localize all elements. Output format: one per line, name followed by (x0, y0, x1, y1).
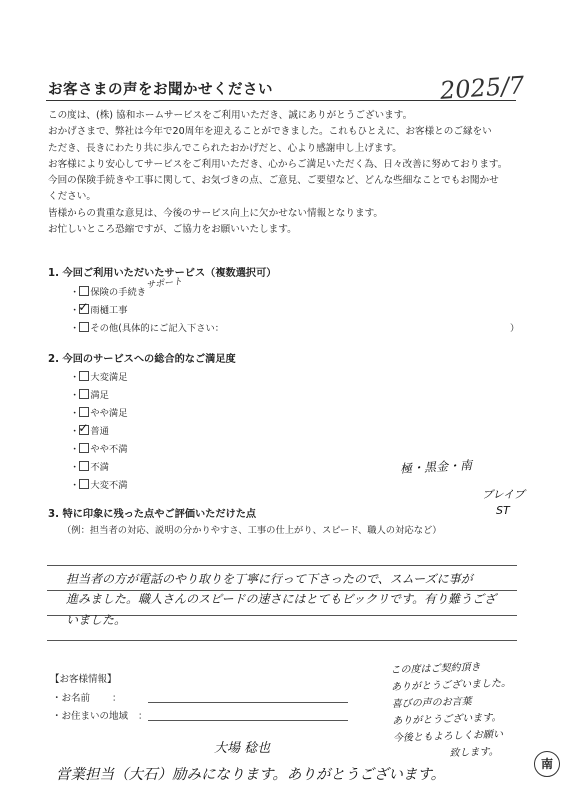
checkbox[interactable] (79, 461, 89, 471)
handwritten-side-note: 極・黒金・南 (399, 458, 473, 476)
q1-option-insurance[interactable]: ・ 保険の手続き (70, 287, 147, 298)
handwritten-date: 2025/7 (439, 71, 526, 105)
option-label: 保険の手続き (90, 287, 147, 298)
staff-reply-line: ありがとうございました。 (390, 677, 512, 694)
option-label: やや満足 (90, 408, 128, 419)
staff-name: 大場 稔也 (214, 741, 271, 756)
checkbox[interactable] (79, 479, 89, 489)
checkbox[interactable] (79, 322, 89, 332)
checkbox[interactable] (79, 389, 89, 399)
option-label: 大変不満 (90, 480, 128, 491)
q2-option[interactable]: ・ 満足 (70, 390, 109, 401)
q1-label: 今回ご利用いただいたサービス（複数選択可） (62, 268, 277, 279)
area-label: ・お住まいの地域 (52, 711, 129, 722)
option-label: 普通 (90, 426, 109, 437)
q3-hint: （例：担当者の対応、説明の分かりやすさ、工事の仕上がり、スピード、職人の対応など） (62, 525, 442, 536)
page-title: お客さまの声をお聞かせください (48, 82, 273, 98)
q3-heading (48, 505, 256, 520)
staff-reply-line: 喜びの声のお言葉 (391, 696, 472, 711)
intro-line: 今回の保険手続きや工事に関して、お気づきの点、ご意見、ご要望など、どんな些細なことでもお聞かせ (48, 175, 499, 187)
handwritten-side-note: ブレイブ (482, 488, 525, 501)
customer-info-heading: 【お客様情報】 (50, 674, 117, 685)
checkbox[interactable] (79, 443, 89, 453)
handwritten-side-note: ST (496, 504, 510, 517)
area-field[interactable] (148, 720, 348, 721)
check-mark-icon: ✓ (78, 300, 89, 314)
handwritten-answer: 担当者の方が電話のやり取りを丁寧に行って下さったので、スムーズに事が (66, 572, 473, 586)
staff-reply-line: ありがとうございます。 (392, 712, 502, 728)
q3-label: 特に印象に残った点やご評価いただけた点 (62, 509, 257, 520)
option-label: やや不満 (90, 444, 128, 455)
intro-line: お客様により安心してサービスをご利用いただき、心からご満足いただく為、日々改善に努めております。 (48, 158, 508, 170)
handwritten-answer: 進みました。職人さんのスピードの速さにはとてもビックリです。有り難うござ (66, 592, 497, 606)
q2-option[interactable]: ・ 不満 (70, 462, 109, 473)
q3-number: 3. (48, 509, 59, 520)
option-label: 不満 (90, 462, 109, 473)
intro-line: ただき、長きにわたり共に歩んでこられたおかげだと、心より感謝申し上げます。 (48, 142, 402, 154)
checkbox[interactable] (79, 407, 89, 417)
q1-other-close: ） (510, 323, 520, 334)
intro-line: おかげさまで、弊社は今年で20周年を迎えることができました。これもひとえに、お客様とのご縁をい (48, 126, 492, 138)
staff-reply (390, 658, 513, 764)
q1-number: 1. (48, 268, 59, 279)
handwritten-answer: いました。 (66, 613, 127, 627)
staff-reply-line: この度はご契約頂き (390, 661, 481, 677)
q2-option[interactable]: ・ 大変不満 (70, 480, 128, 491)
staff-reply-line: 今後ともよろしくお願い (392, 729, 504, 745)
intro-line: お忙しいところ恐縮ですが、ご協力をお願いいたします。 (48, 224, 297, 236)
intro-text (48, 108, 528, 238)
hanko-stamp: 南 (534, 751, 560, 777)
q2-heading (48, 350, 236, 365)
check-mark-icon: ✓ (78, 421, 89, 435)
q2-option[interactable]: ・ 大変満足 (70, 372, 128, 383)
staff-reply-line: 致します。 (449, 746, 499, 760)
answer-rule (47, 565, 517, 566)
q2-option-checked[interactable]: ・ ✓ 普通 (70, 421, 109, 437)
handwritten-annotation: サポート (145, 277, 183, 291)
footer-message: 営業担当（大石）励みになります。ありがとうございます。 (56, 767, 446, 783)
area-colon: ： (138, 711, 148, 722)
checkbox[interactable] (79, 371, 89, 381)
option-label: 雨樋工事 (90, 305, 128, 316)
option-label: 大変満足 (90, 372, 128, 383)
q1-option-other[interactable]: ・ その他(具体的にご記入下さい： (70, 323, 225, 334)
answer-rule (47, 640, 517, 641)
intro-line: この度は、(株) 協和ホームサービスをご利用いただき、誠にありがとうございます。 (48, 110, 413, 121)
q2-number: 2. (48, 354, 59, 365)
q2-label: 今回のサービスへの総合的なご満足度 (62, 354, 236, 365)
q2-option[interactable]: ・ やや不満 (70, 444, 128, 455)
name-colon: ： (112, 693, 122, 704)
name-label: ・お名前 (52, 693, 91, 704)
option-label: 満足 (90, 390, 109, 401)
intro-line: ください。 (48, 191, 96, 203)
option-label: その他(具体的にご記入下さい： (90, 323, 225, 334)
q1-option-gutter[interactable]: ・ ✓ 雨樋工事 (70, 300, 128, 316)
q2-option[interactable]: ・ やや満足 (70, 408, 128, 419)
intro-line: 皆様からの貴重な意見は、今後のサービス向上に欠かせない情報となります。 (48, 207, 384, 219)
checkbox[interactable] (79, 286, 89, 296)
name-field[interactable] (148, 702, 348, 703)
